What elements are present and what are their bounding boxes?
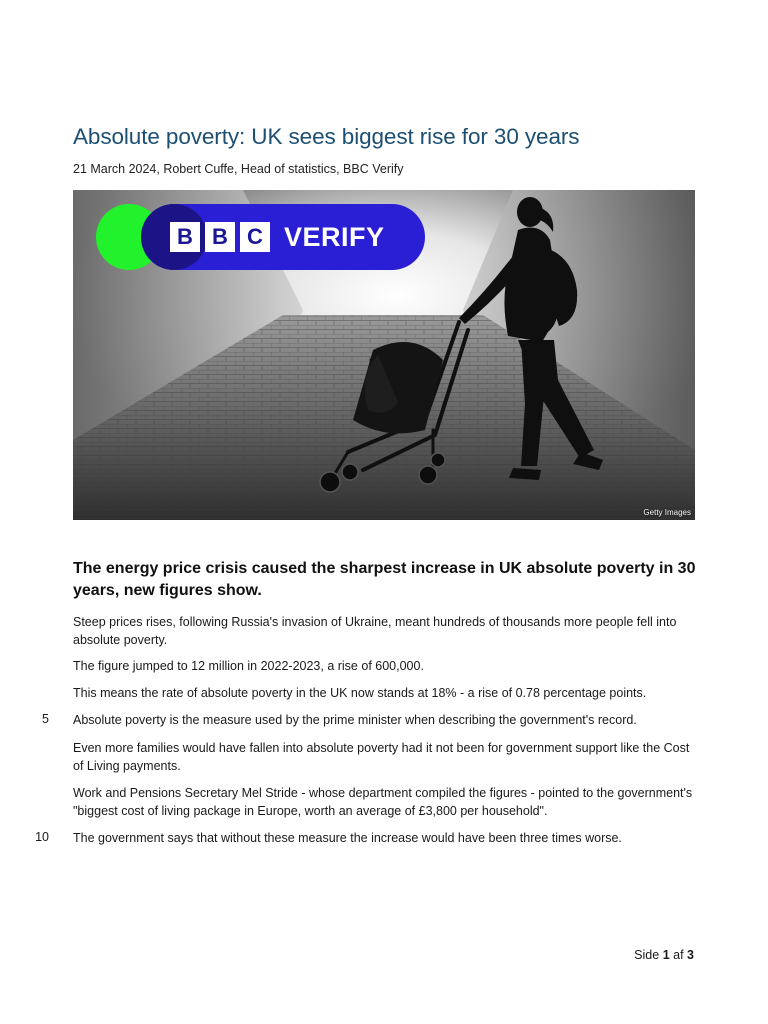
bbc-logo-blocks xyxy=(170,222,270,252)
paragraph-4: Absolute poverty is the measure used by the prime minister when describing the government's record. xyxy=(73,713,637,727)
page-footer xyxy=(634,948,694,962)
bbc-block-2: B xyxy=(205,222,235,252)
article-lead: The energy price crisis caused the sharpest increase in UK absolute poverty in 30 years, new figures show. xyxy=(73,560,696,599)
bbc-verify-logo xyxy=(141,204,425,270)
line-number-10: 10 xyxy=(35,830,49,844)
bbc-block-1: B xyxy=(170,222,200,252)
image-credit: Getty Images xyxy=(643,508,691,517)
footer-total-pages: 3 xyxy=(687,948,694,962)
paragraph-5: Even more families would have fallen into absolute poverty had it not been for government support like the Cost of Living payments. xyxy=(73,741,690,773)
hero-image xyxy=(73,190,695,520)
article-title: Absolute poverty: UK sees biggest rise for 30 years xyxy=(73,124,580,149)
article-byline: 21 March 2024, Robert Cuffe, Head of statistics, BBC Verify xyxy=(73,162,404,176)
paragraph-7: The government says that without these measure the increase would have been three times worse. xyxy=(73,831,622,845)
bbc-block-3: C xyxy=(240,222,270,252)
footer-of: af xyxy=(673,948,684,962)
paragraph-6: Work and Pensions Secretary Mel Stride - whose department compiled the figures - pointed to the government's "biggest cost of living package in Europe, worth an average of £3,800 per household". xyxy=(73,786,693,818)
paragraph-1: Steep prices rises, following Russia's invasion of Ukraine, meant hundreds of thousands more people fell into absolute poverty. xyxy=(73,615,677,647)
verify-wordmark: VERIFY xyxy=(284,221,385,252)
footer-page-number: 1 xyxy=(662,948,670,962)
footer-prefix: Side xyxy=(634,948,660,962)
paragraph-2: The figure jumped to 12 million in 2022-2023, a rise of 600,000. xyxy=(73,659,424,673)
line-number-5: 5 xyxy=(42,712,49,726)
paragraph-3: This means the rate of absolute poverty in the UK now stands at 18% - a rise of 0.78 percentage points. xyxy=(73,686,647,700)
